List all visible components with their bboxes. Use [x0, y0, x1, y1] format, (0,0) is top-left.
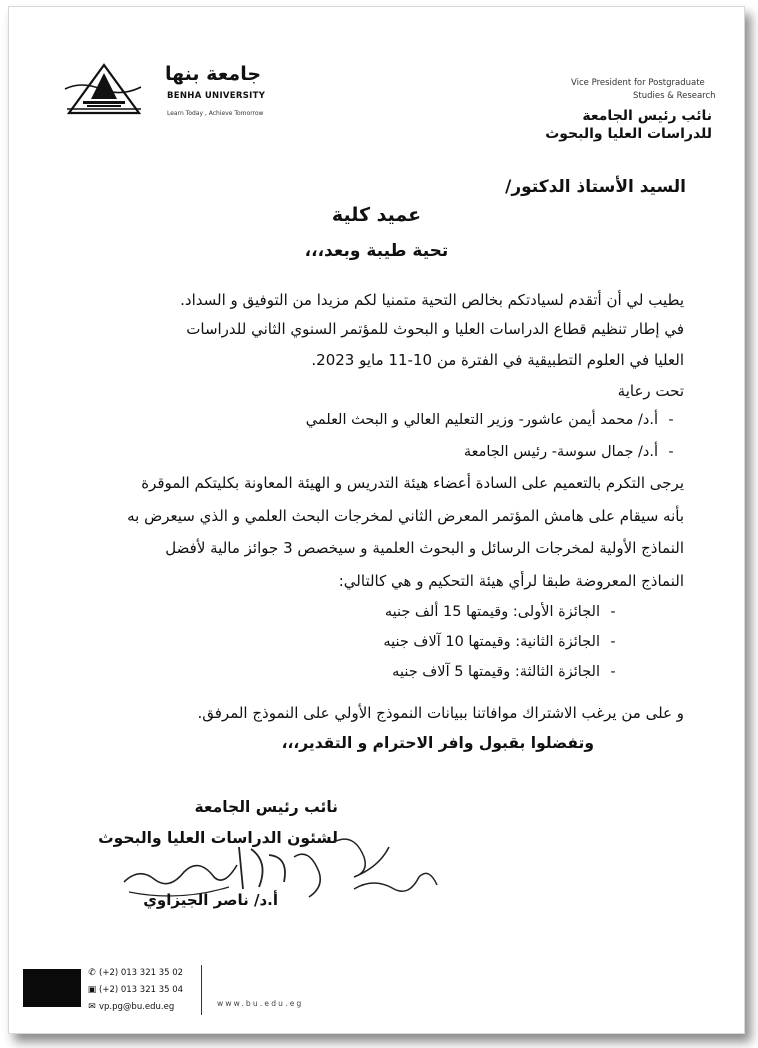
paragraph-2-line-1: في إطار تنظيم قطاع الدراسات العليا و البحوث للمؤتمر السنوي الثاني للدراسات	[186, 320, 684, 338]
vp-title-english-line2: Studies & Research	[633, 91, 716, 101]
footer-fax: ▣ (+2) 013 321 35 04	[85, 985, 183, 995]
salutation: السيد الأستاذ الدكتور/	[505, 177, 686, 197]
patron-item: -أ.د/ محمد أيمن عاشور- وزير التعليم العالي و البحث العلمي	[305, 412, 674, 428]
email-icon: ✉	[88, 1002, 96, 1012]
footer-email[interactable]: ✉ vp.pg@bu.edu.eg	[85, 1002, 174, 1012]
paragraph-2-line-2: العليا في العلوم التطبيقية في الفترة من 10-11 مايو 2023.	[311, 351, 684, 369]
paragraph-3-line-1: يرجى التكرم بالتعميم على السادة أعضاء هيئة التدريس و الهيئة المعاونة بكليتكم الموقرة	[141, 474, 684, 492]
university-tagline: Learn Today , Achieve Tomorrow	[167, 110, 264, 117]
paragraph-3-line-4: النماذج المعروضة طبقا لرأي هيئة التحكيم و هي كالتالي:	[338, 572, 684, 590]
vp-title-arabic-line2: للدراسات العليا والبحوث	[545, 126, 712, 142]
patronage-label: تحت رعاية	[617, 382, 684, 400]
letter-page	[8, 6, 745, 1034]
signatory-title-line1: نائب رئيس الجامعة	[194, 798, 338, 816]
footer-divider	[201, 965, 202, 1015]
addressee: عميد كلية	[331, 204, 422, 226]
paragraph-4: و على من يرغب الاشتراك موافاتنا ببيانات النموذج الأولي على النموذج المرفق.	[197, 704, 684, 722]
footer-website-link[interactable]: www.bu.edu.eg	[217, 999, 304, 1008]
prize-item: -الجائزة الثانية: وقيمتها 10 آلاف جنيه	[383, 634, 616, 650]
prize-item: -الجائزة الثالثة: وقيمتها 5 آلاف جنيه	[392, 664, 616, 680]
vp-title-english-line1: Vice President for Postgraduate	[571, 78, 705, 88]
paragraph-1: يطيب لي أن أتقدم لسيادتكم بخالص التحية متمنيا لكم مزيدا من التوفيق و السداد.	[180, 291, 684, 309]
signatory-title-line2: لشئون الدراسات العليا والبحوث	[98, 829, 338, 847]
greeting: تحية طيبة وبعد،،،	[304, 241, 449, 261]
vp-title-arabic-line1: نائب رئيس الجامعة	[582, 108, 712, 124]
paragraph-3-line-2: بأنه سيقام على هامش المؤتمر المعرض الثاني لمخرجات البحث العلمي و الذي سيعرض به	[127, 507, 684, 525]
footer-phone: ✆ (+2) 013 321 35 02	[85, 968, 183, 978]
paragraph-3-line-3: النماذج الأولية لمخرجات الرسائل و البحوث العلمية و سيخصص 3 جوائز مالية لأفضل	[165, 539, 684, 557]
fax-icon: ▣	[87, 985, 97, 995]
prize-item: -الجائزة الأولى: وقيمتها 15 ألف جنيه	[384, 604, 616, 620]
signatory-name: أ.د/ ناصر الجيزاوي	[143, 891, 278, 909]
phone-icon: ✆	[88, 968, 96, 978]
university-name-arabic: جامعة بنها	[165, 63, 262, 85]
closing: وتفضلوا بقبول وافر الاحترام و التقدير،،،	[281, 734, 594, 752]
patron-item: -أ.د/ جمال سوسة- رئيس الجامعة	[463, 444, 674, 460]
footer-emblem	[23, 969, 81, 1007]
university-logo-icon	[61, 59, 147, 117]
university-name-english: BENHA UNIVERSITY	[167, 91, 266, 101]
